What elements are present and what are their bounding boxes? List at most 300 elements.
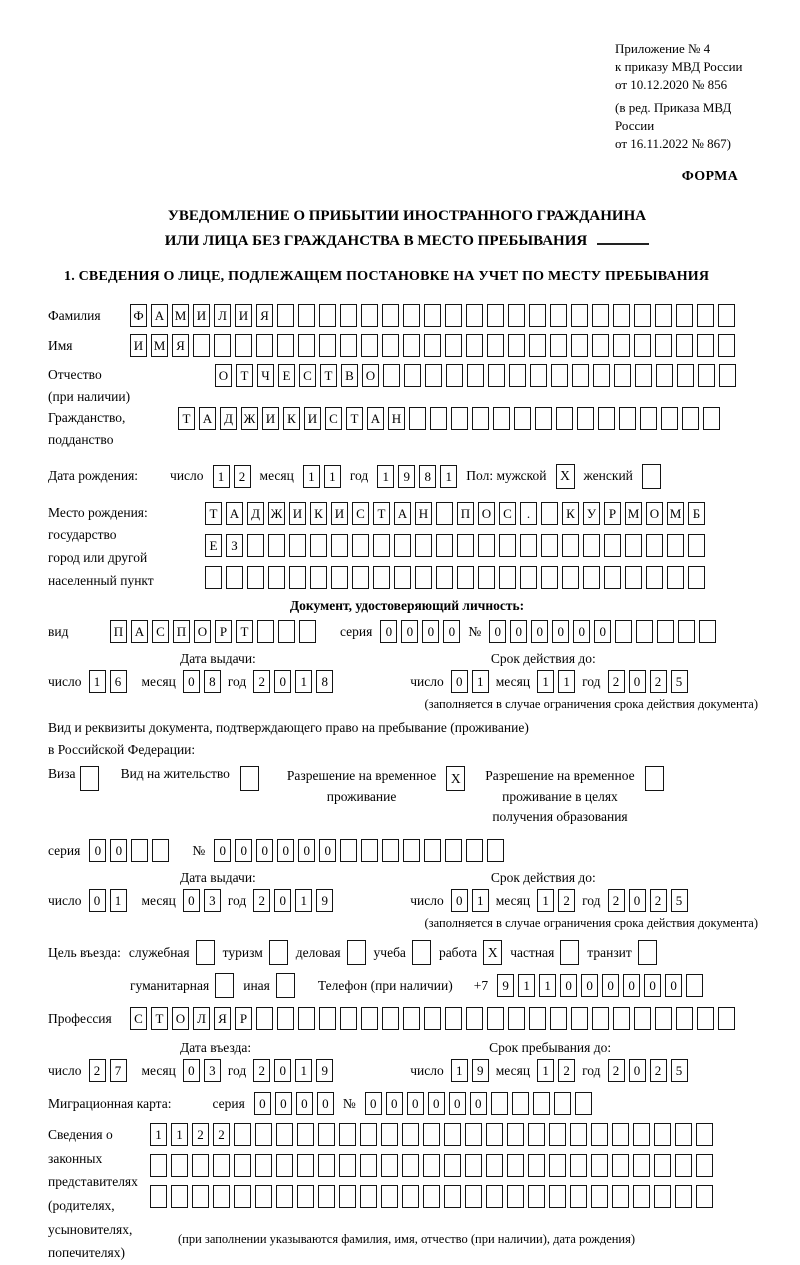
char-box[interactable]: 0 <box>89 889 106 912</box>
char-box[interactable] <box>297 1154 314 1177</box>
char-box[interactable] <box>575 1092 592 1115</box>
char-box[interactable] <box>678 620 695 643</box>
char-box[interactable] <box>318 1185 335 1208</box>
char-box[interactable] <box>488 364 505 387</box>
residence-permit-checkbox[interactable] <box>240 766 259 791</box>
char-box[interactable] <box>541 566 558 589</box>
char-box[interactable]: Д <box>220 407 237 430</box>
char-box[interactable]: 0 <box>623 974 640 997</box>
char-box[interactable] <box>278 620 295 643</box>
char-box[interactable] <box>486 1154 503 1177</box>
char-box[interactable]: Р <box>215 620 232 643</box>
char-box[interactable] <box>255 1185 272 1208</box>
char-box[interactable]: Т <box>236 620 253 643</box>
char-box[interactable]: Т <box>151 1007 168 1030</box>
char-box[interactable] <box>255 1154 272 1177</box>
char-box[interactable] <box>676 334 693 357</box>
char-box[interactable] <box>403 334 420 357</box>
char-box[interactable] <box>318 1123 335 1146</box>
char-box[interactable] <box>491 1092 508 1115</box>
char-box[interactable]: 0 <box>629 1059 646 1082</box>
char-box[interactable]: 0 <box>443 620 460 643</box>
char-box[interactable] <box>570 1154 587 1177</box>
char-box[interactable] <box>530 364 547 387</box>
char-box[interactable]: 0 <box>183 670 200 693</box>
char-box[interactable] <box>697 304 714 327</box>
char-box[interactable] <box>423 1154 440 1177</box>
char-box[interactable] <box>633 1185 650 1208</box>
char-box[interactable] <box>340 334 357 357</box>
char-box[interactable]: О <box>646 502 663 525</box>
char-box[interactable] <box>696 1154 713 1177</box>
char-box[interactable] <box>373 566 390 589</box>
char-box[interactable] <box>507 1185 524 1208</box>
char-box[interactable] <box>512 1092 529 1115</box>
char-box[interactable]: З <box>226 534 243 557</box>
char-box[interactable] <box>577 407 594 430</box>
char-box[interactable] <box>612 1185 629 1208</box>
char-box[interactable]: О <box>478 502 495 525</box>
char-box[interactable] <box>465 1154 482 1177</box>
char-box[interactable]: К <box>283 407 300 430</box>
char-box[interactable]: 0 <box>451 670 468 693</box>
char-box[interactable]: 0 <box>89 839 106 862</box>
char-box[interactable] <box>682 407 699 430</box>
char-box[interactable] <box>634 334 651 357</box>
char-box[interactable] <box>234 1154 251 1177</box>
char-box[interactable]: О <box>362 364 379 387</box>
char-box[interactable] <box>257 620 274 643</box>
char-box[interactable]: 0 <box>407 1092 424 1115</box>
char-box[interactable] <box>425 364 442 387</box>
char-box[interactable] <box>634 304 651 327</box>
char-box[interactable] <box>382 1007 399 1030</box>
char-box[interactable] <box>361 1007 378 1030</box>
char-box[interactable] <box>508 1007 525 1030</box>
char-box[interactable] <box>331 566 348 589</box>
char-box[interactable]: 1 <box>171 1123 188 1146</box>
char-box[interactable] <box>654 1123 671 1146</box>
char-box[interactable] <box>675 1123 692 1146</box>
char-box[interactable] <box>297 1185 314 1208</box>
char-box[interactable] <box>486 1185 503 1208</box>
char-box[interactable]: 1 <box>451 1059 468 1082</box>
char-box[interactable] <box>213 1185 230 1208</box>
char-box[interactable] <box>591 1123 608 1146</box>
char-box[interactable] <box>409 407 426 430</box>
char-box[interactable] <box>696 1185 713 1208</box>
char-box[interactable] <box>655 1007 672 1030</box>
char-box[interactable]: 1 <box>295 670 312 693</box>
char-box[interactable]: Т <box>320 364 337 387</box>
char-box[interactable] <box>423 1185 440 1208</box>
char-box[interactable] <box>318 1154 335 1177</box>
char-box[interactable] <box>612 1123 629 1146</box>
char-box[interactable]: 0 <box>274 1059 291 1082</box>
char-box[interactable]: А <box>199 407 216 430</box>
char-box[interactable] <box>646 566 663 589</box>
char-box[interactable]: 0 <box>629 670 646 693</box>
char-box[interactable] <box>381 1154 398 1177</box>
char-box[interactable]: С <box>299 364 316 387</box>
char-box[interactable] <box>339 1123 356 1146</box>
char-box[interactable] <box>529 334 546 357</box>
char-box[interactable]: 9 <box>398 465 415 488</box>
char-box[interactable] <box>445 1007 462 1030</box>
char-box[interactable] <box>533 1092 550 1115</box>
char-box[interactable] <box>152 839 169 862</box>
char-box[interactable]: 9 <box>316 1059 333 1082</box>
char-box[interactable]: Т <box>178 407 195 430</box>
char-box[interactable] <box>445 839 462 862</box>
char-box[interactable]: 2 <box>253 1059 270 1082</box>
char-box[interactable] <box>697 334 714 357</box>
char-box[interactable] <box>550 304 567 327</box>
char-box[interactable] <box>718 1007 735 1030</box>
char-box[interactable]: У <box>583 502 600 525</box>
char-box[interactable] <box>698 364 715 387</box>
char-box[interactable]: С <box>325 407 342 430</box>
char-box[interactable] <box>402 1154 419 1177</box>
char-box[interactable] <box>686 974 703 997</box>
char-box[interactable]: 0 <box>594 620 611 643</box>
char-box[interactable]: 0 <box>644 974 661 997</box>
char-box[interactable]: 0 <box>602 974 619 997</box>
char-box[interactable] <box>424 839 441 862</box>
char-box[interactable]: 1 <box>518 974 535 997</box>
char-box[interactable] <box>656 364 673 387</box>
char-box[interactable] <box>361 334 378 357</box>
char-box[interactable] <box>444 1123 461 1146</box>
char-box[interactable] <box>614 364 631 387</box>
char-box[interactable]: 0 <box>386 1092 403 1115</box>
char-box[interactable] <box>466 839 483 862</box>
char-box[interactable] <box>625 566 642 589</box>
char-box[interactable] <box>571 304 588 327</box>
char-box[interactable] <box>150 1154 167 1177</box>
char-box[interactable]: 2 <box>89 1059 106 1082</box>
char-box[interactable] <box>451 407 468 430</box>
char-box[interactable] <box>213 1154 230 1177</box>
char-box[interactable] <box>677 364 694 387</box>
char-box[interactable] <box>640 407 657 430</box>
char-box[interactable] <box>415 566 432 589</box>
char-box[interactable]: Ф <box>130 304 147 327</box>
char-box[interactable]: С <box>352 502 369 525</box>
char-box[interactable] <box>612 1154 629 1177</box>
char-box[interactable]: Т <box>205 502 222 525</box>
char-box[interactable] <box>424 1007 441 1030</box>
char-box[interactable]: 1 <box>472 889 489 912</box>
char-box[interactable] <box>205 566 222 589</box>
char-box[interactable]: Я <box>214 1007 231 1030</box>
char-box[interactable]: Р <box>604 502 621 525</box>
char-box[interactable]: Ж <box>268 502 285 525</box>
char-box[interactable] <box>499 534 516 557</box>
char-box[interactable]: 0 <box>470 1092 487 1115</box>
char-box[interactable] <box>486 1123 503 1146</box>
char-box[interactable] <box>360 1123 377 1146</box>
char-box[interactable] <box>352 566 369 589</box>
char-box[interactable]: Е <box>278 364 295 387</box>
char-box[interactable]: 2 <box>192 1123 209 1146</box>
char-box[interactable] <box>192 1185 209 1208</box>
char-box[interactable]: П <box>173 620 190 643</box>
char-box[interactable]: И <box>289 502 306 525</box>
char-box[interactable] <box>676 304 693 327</box>
char-box[interactable] <box>528 1123 545 1146</box>
char-box[interactable] <box>444 1154 461 1177</box>
char-box[interactable] <box>583 534 600 557</box>
char-box[interactable] <box>430 407 447 430</box>
char-box[interactable] <box>382 334 399 357</box>
char-box[interactable]: 1 <box>440 465 457 488</box>
char-box[interactable] <box>528 1185 545 1208</box>
char-box[interactable] <box>445 334 462 357</box>
char-box[interactable] <box>255 1123 272 1146</box>
char-box[interactable] <box>549 1185 566 1208</box>
char-box[interactable]: 2 <box>558 889 575 912</box>
char-box[interactable] <box>319 1007 336 1030</box>
char-box[interactable] <box>592 334 609 357</box>
char-box[interactable] <box>562 534 579 557</box>
purpose-tourism-checkbox[interactable] <box>269 940 288 965</box>
char-box[interactable] <box>654 1185 671 1208</box>
char-box[interactable] <box>604 534 621 557</box>
char-box[interactable]: 1 <box>110 889 127 912</box>
char-box[interactable] <box>655 304 672 327</box>
char-box[interactable] <box>310 534 327 557</box>
char-box[interactable] <box>276 1123 293 1146</box>
char-box[interactable] <box>339 1154 356 1177</box>
char-box[interactable]: 1 <box>150 1123 167 1146</box>
char-box[interactable]: 0 <box>277 839 294 862</box>
char-box[interactable] <box>247 566 264 589</box>
char-box[interactable] <box>234 1123 251 1146</box>
char-box[interactable]: 0 <box>422 620 439 643</box>
char-box[interactable]: С <box>130 1007 147 1030</box>
char-box[interactable] <box>613 304 630 327</box>
char-box[interactable] <box>383 364 400 387</box>
char-box[interactable] <box>277 1007 294 1030</box>
char-box[interactable] <box>562 566 579 589</box>
char-box[interactable]: 0 <box>451 889 468 912</box>
char-box[interactable] <box>171 1185 188 1208</box>
char-box[interactable]: А <box>226 502 243 525</box>
char-box[interactable] <box>277 334 294 357</box>
purpose-humanitarian-checkbox[interactable] <box>215 973 234 998</box>
char-box[interactable] <box>436 566 453 589</box>
char-box[interactable] <box>373 534 390 557</box>
char-box[interactable] <box>696 1123 713 1146</box>
char-box[interactable]: 2 <box>650 670 667 693</box>
char-box[interactable]: 1 <box>377 465 394 488</box>
char-box[interactable]: 1 <box>89 670 106 693</box>
char-box[interactable]: 7 <box>110 1059 127 1082</box>
char-box[interactable]: К <box>310 502 327 525</box>
char-box[interactable]: Я <box>172 334 189 357</box>
char-box[interactable] <box>598 407 615 430</box>
char-box[interactable]: М <box>151 334 168 357</box>
char-box[interactable]: 0 <box>449 1092 466 1115</box>
char-box[interactable] <box>276 1154 293 1177</box>
char-box[interactable]: И <box>235 304 252 327</box>
char-box[interactable] <box>520 566 537 589</box>
char-box[interactable] <box>361 839 378 862</box>
char-box[interactable] <box>676 1007 693 1030</box>
char-box[interactable]: 0 <box>274 889 291 912</box>
char-box[interactable] <box>703 407 720 430</box>
char-box[interactable] <box>360 1185 377 1208</box>
char-box[interactable] <box>593 364 610 387</box>
char-box[interactable] <box>625 534 642 557</box>
char-box[interactable] <box>514 407 531 430</box>
char-box[interactable]: 1 <box>537 1059 554 1082</box>
char-box[interactable] <box>310 566 327 589</box>
purpose-other-checkbox[interactable] <box>276 973 295 998</box>
char-box[interactable]: А <box>151 304 168 327</box>
char-box[interactable]: 0 <box>629 889 646 912</box>
char-box[interactable] <box>235 334 252 357</box>
char-box[interactable] <box>661 407 678 430</box>
char-box[interactable] <box>571 334 588 357</box>
char-box[interactable] <box>535 407 552 430</box>
char-box[interactable] <box>529 1007 546 1030</box>
char-box[interactable]: С <box>499 502 516 525</box>
char-box[interactable] <box>381 1123 398 1146</box>
char-box[interactable]: 2 <box>213 1123 230 1146</box>
char-box[interactable]: 0 <box>110 839 127 862</box>
char-box[interactable]: М <box>172 304 189 327</box>
char-box[interactable] <box>394 566 411 589</box>
char-box[interactable]: А <box>367 407 384 430</box>
char-box[interactable] <box>402 1185 419 1208</box>
char-box[interactable]: О <box>194 620 211 643</box>
char-box[interactable] <box>493 407 510 430</box>
char-box[interactable]: К <box>562 502 579 525</box>
char-box[interactable]: Е <box>205 534 222 557</box>
char-box[interactable] <box>675 1185 692 1208</box>
char-box[interactable]: И <box>331 502 348 525</box>
char-box[interactable]: 0 <box>183 889 200 912</box>
char-box[interactable]: 5 <box>671 1059 688 1082</box>
char-box[interactable] <box>466 304 483 327</box>
char-box[interactable] <box>457 534 474 557</box>
char-box[interactable] <box>193 334 210 357</box>
char-box[interactable] <box>655 334 672 357</box>
char-box[interactable] <box>541 502 558 525</box>
char-box[interactable] <box>268 566 285 589</box>
char-box[interactable]: 1 <box>537 889 554 912</box>
char-box[interactable]: 5 <box>671 889 688 912</box>
char-box[interactable] <box>466 1007 483 1030</box>
char-box[interactable]: И <box>130 334 147 357</box>
char-box[interactable] <box>466 334 483 357</box>
char-box[interactable] <box>570 1185 587 1208</box>
char-box[interactable]: 0 <box>298 839 315 862</box>
char-box[interactable]: 0 <box>665 974 682 997</box>
char-box[interactable]: Ч <box>257 364 274 387</box>
char-box[interactable]: 5 <box>671 670 688 693</box>
male-checkbox[interactable]: X <box>556 464 575 489</box>
char-box[interactable] <box>467 364 484 387</box>
char-box[interactable] <box>604 566 621 589</box>
char-box[interactable]: О <box>172 1007 189 1030</box>
char-box[interactable] <box>382 304 399 327</box>
char-box[interactable]: 2 <box>608 889 625 912</box>
char-box[interactable] <box>508 334 525 357</box>
char-box[interactable] <box>360 1154 377 1177</box>
char-box[interactable]: В <box>341 364 358 387</box>
char-box[interactable]: 0 <box>380 620 397 643</box>
char-box[interactable] <box>381 1185 398 1208</box>
char-box[interactable] <box>508 304 525 327</box>
char-box[interactable]: 0 <box>319 839 336 862</box>
char-box[interactable] <box>472 407 489 430</box>
char-box[interactable] <box>457 566 474 589</box>
purpose-study-checkbox[interactable] <box>412 940 431 965</box>
char-box[interactable] <box>415 534 432 557</box>
char-box[interactable] <box>657 620 674 643</box>
char-box[interactable]: Ж <box>241 407 258 430</box>
char-box[interactable]: 0 <box>401 620 418 643</box>
char-box[interactable] <box>256 334 273 357</box>
char-box[interactable] <box>298 1007 315 1030</box>
char-box[interactable]: 1 <box>558 670 575 693</box>
char-box[interactable]: 2 <box>650 889 667 912</box>
char-box[interactable]: Я <box>256 304 273 327</box>
char-box[interactable]: И <box>262 407 279 430</box>
char-box[interactable] <box>445 304 462 327</box>
char-box[interactable]: 3 <box>204 889 221 912</box>
char-box[interactable] <box>636 620 653 643</box>
char-box[interactable] <box>340 304 357 327</box>
char-box[interactable]: 2 <box>650 1059 667 1082</box>
char-box[interactable] <box>551 364 568 387</box>
char-box[interactable] <box>591 1185 608 1208</box>
char-box[interactable] <box>444 1185 461 1208</box>
char-box[interactable] <box>298 304 315 327</box>
char-box[interactable] <box>289 534 306 557</box>
purpose-official-checkbox[interactable] <box>196 940 215 965</box>
char-box[interactable] <box>615 620 632 643</box>
char-box[interactable] <box>654 1154 671 1177</box>
char-box[interactable]: 2 <box>608 1059 625 1082</box>
char-box[interactable] <box>499 566 516 589</box>
char-box[interactable] <box>424 334 441 357</box>
char-box[interactable] <box>591 1154 608 1177</box>
char-box[interactable]: 1 <box>539 974 556 997</box>
char-box[interactable] <box>592 304 609 327</box>
char-box[interactable]: Т <box>346 407 363 430</box>
char-box[interactable] <box>572 364 589 387</box>
char-box[interactable]: Н <box>415 502 432 525</box>
char-box[interactable]: 0 <box>510 620 527 643</box>
char-box[interactable] <box>478 534 495 557</box>
char-box[interactable] <box>214 334 231 357</box>
char-box[interactable] <box>634 1007 651 1030</box>
purpose-private-checkbox[interactable] <box>560 940 579 965</box>
char-box[interactable]: П <box>110 620 127 643</box>
char-box[interactable] <box>319 334 336 357</box>
char-box[interactable] <box>171 1154 188 1177</box>
char-box[interactable]: 9 <box>497 974 514 997</box>
char-box[interactable]: 0 <box>581 974 598 997</box>
char-box[interactable]: 2 <box>558 1059 575 1082</box>
char-box[interactable] <box>403 1007 420 1030</box>
char-box[interactable] <box>339 1185 356 1208</box>
char-box[interactable] <box>688 566 705 589</box>
